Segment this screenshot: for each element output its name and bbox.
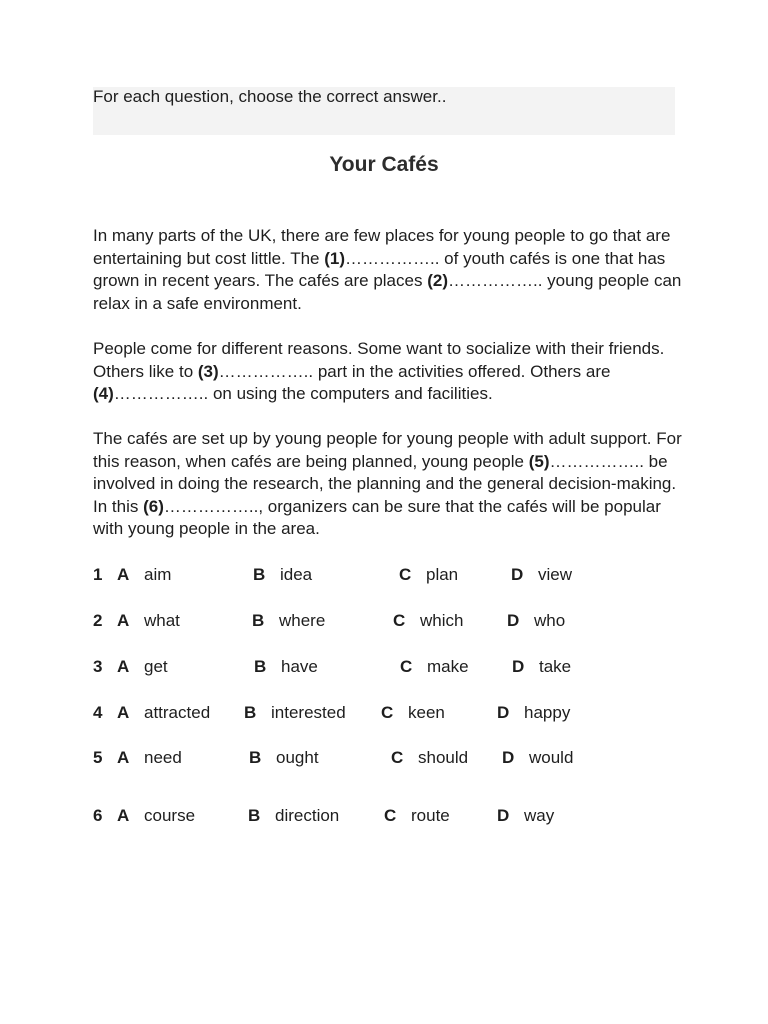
option-letter: B xyxy=(254,657,267,676)
option-text: direction xyxy=(275,806,340,825)
question-row xyxy=(93,611,693,633)
question-number: 5 xyxy=(93,748,103,767)
answer-option[interactable] xyxy=(391,748,469,768)
answer-option[interactable] xyxy=(400,657,469,677)
option-text: what xyxy=(144,611,180,630)
gap-number: (5) xyxy=(528,451,550,471)
paragraph-text: The cafés are set up by young people for young people with adult support. For this reason, when cafés are being planned, young people xyxy=(93,429,682,471)
option-letter: C xyxy=(399,565,412,584)
paragraph-text: People come for different reasons. Some want to socialize with their friends. Others like to xyxy=(93,339,665,381)
question-row xyxy=(93,657,693,679)
option-text: make xyxy=(427,657,469,676)
option-letter: A xyxy=(117,565,130,584)
option-text: need xyxy=(144,748,182,767)
option-letter: B xyxy=(244,703,257,722)
option-letter: A xyxy=(117,806,130,825)
question-number: 1 xyxy=(93,565,103,584)
answer-option[interactable] xyxy=(497,806,555,826)
option-letter: D xyxy=(497,806,510,825)
option-text: should xyxy=(418,748,469,767)
answer-option[interactable] xyxy=(511,565,573,585)
option-letter: C xyxy=(384,806,397,825)
option-text: would xyxy=(529,748,574,767)
option-text: course xyxy=(144,806,196,825)
option-letter: A xyxy=(117,703,130,722)
answer-option[interactable] xyxy=(117,657,168,677)
paragraph-text: …………….. part in the activities offered. Others are xyxy=(218,361,611,381)
option-letter: D xyxy=(511,565,524,584)
answer-option[interactable] xyxy=(399,565,459,585)
answer-option[interactable] xyxy=(249,748,319,768)
paragraph-text: In many parts of the UK, there are few places for young people to go that are entertaining but cost little. The xyxy=(93,226,671,268)
option-text: ought xyxy=(276,748,319,767)
option-letter: D xyxy=(502,748,515,767)
option-letter: C xyxy=(381,703,394,722)
answer-option[interactable] xyxy=(117,806,196,826)
paragraph-text: …………….. young people can relax in a safe environment. xyxy=(93,271,682,313)
gap-number: (4) xyxy=(93,384,114,404)
gap-number: (6) xyxy=(143,496,164,516)
option-letter: C xyxy=(400,657,413,676)
answer-option[interactable] xyxy=(253,565,313,585)
option-letter: D xyxy=(507,611,520,630)
option-text: which xyxy=(420,611,464,630)
question-row xyxy=(93,565,693,587)
option-letter: A xyxy=(117,611,130,630)
option-text: have xyxy=(281,657,318,676)
answer-option[interactable] xyxy=(244,703,346,723)
answer-option[interactable] xyxy=(384,806,450,826)
answer-option[interactable] xyxy=(507,611,566,631)
question-row xyxy=(93,703,693,725)
option-text: way xyxy=(524,806,555,825)
option-letter: A xyxy=(117,748,130,767)
gap-number: (2) xyxy=(427,271,448,291)
answer-option[interactable] xyxy=(252,611,326,631)
option-letter: B xyxy=(252,611,265,630)
answer-option[interactable] xyxy=(502,748,574,768)
question-number: 3 xyxy=(93,657,103,676)
option-letter: D xyxy=(512,657,525,676)
option-text: happy xyxy=(524,703,571,722)
answer-option[interactable] xyxy=(117,565,172,585)
gap-number: (1) xyxy=(324,248,345,268)
answer-option[interactable] xyxy=(117,611,180,631)
gap-number: (3) xyxy=(197,361,219,381)
option-text: who xyxy=(534,611,566,630)
question-number: 2 xyxy=(93,611,103,630)
paragraph-text: …………….. be involved in doing the research, the planning and the general decision-making. In this xyxy=(93,451,677,516)
option-text: aim xyxy=(144,565,172,584)
option-letter: B xyxy=(253,565,266,584)
option-text: get xyxy=(144,657,168,676)
answer-option[interactable] xyxy=(512,657,572,677)
option-letter: D xyxy=(497,703,510,722)
question-number: 4 xyxy=(93,703,103,722)
option-text: attracted xyxy=(144,703,211,722)
option-letter: B xyxy=(249,748,262,767)
answer-option[interactable] xyxy=(393,611,464,631)
option-text: idea xyxy=(280,565,313,584)
answer-options xyxy=(93,0,693,900)
option-text: route xyxy=(411,806,450,825)
option-letter: B xyxy=(248,806,261,825)
answer-option[interactable] xyxy=(117,703,211,723)
option-text: plan xyxy=(426,565,459,584)
answer-option[interactable] xyxy=(497,703,571,723)
answer-option[interactable] xyxy=(381,703,445,723)
answer-option[interactable] xyxy=(254,657,318,677)
page-title: Your Cafés xyxy=(329,153,439,176)
answer-option[interactable] xyxy=(117,748,182,768)
question-row xyxy=(93,748,693,770)
question-number: 6 xyxy=(93,806,103,825)
option-text: where xyxy=(279,611,326,630)
paragraph-text: …………….. on using the computers and facilities. xyxy=(113,384,493,404)
option-text: interested xyxy=(271,703,346,722)
option-text: keen xyxy=(408,703,445,722)
option-letter: C xyxy=(391,748,404,767)
paragraph-text: …………….., organizers can be sure that the cafés will be popular with young people in the area. xyxy=(93,496,661,539)
question-row xyxy=(93,806,693,828)
option-text: view xyxy=(538,565,573,584)
option-letter: C xyxy=(393,611,406,630)
option-text: take xyxy=(539,657,572,676)
paragraph-text: …………….. of youth cafés is one that has grown in recent years. The cafés are places xyxy=(93,248,666,291)
instruction-text: For each question, choose the correct answer.. xyxy=(93,87,447,106)
option-letter: A xyxy=(117,657,130,676)
answer-option[interactable] xyxy=(248,806,340,826)
